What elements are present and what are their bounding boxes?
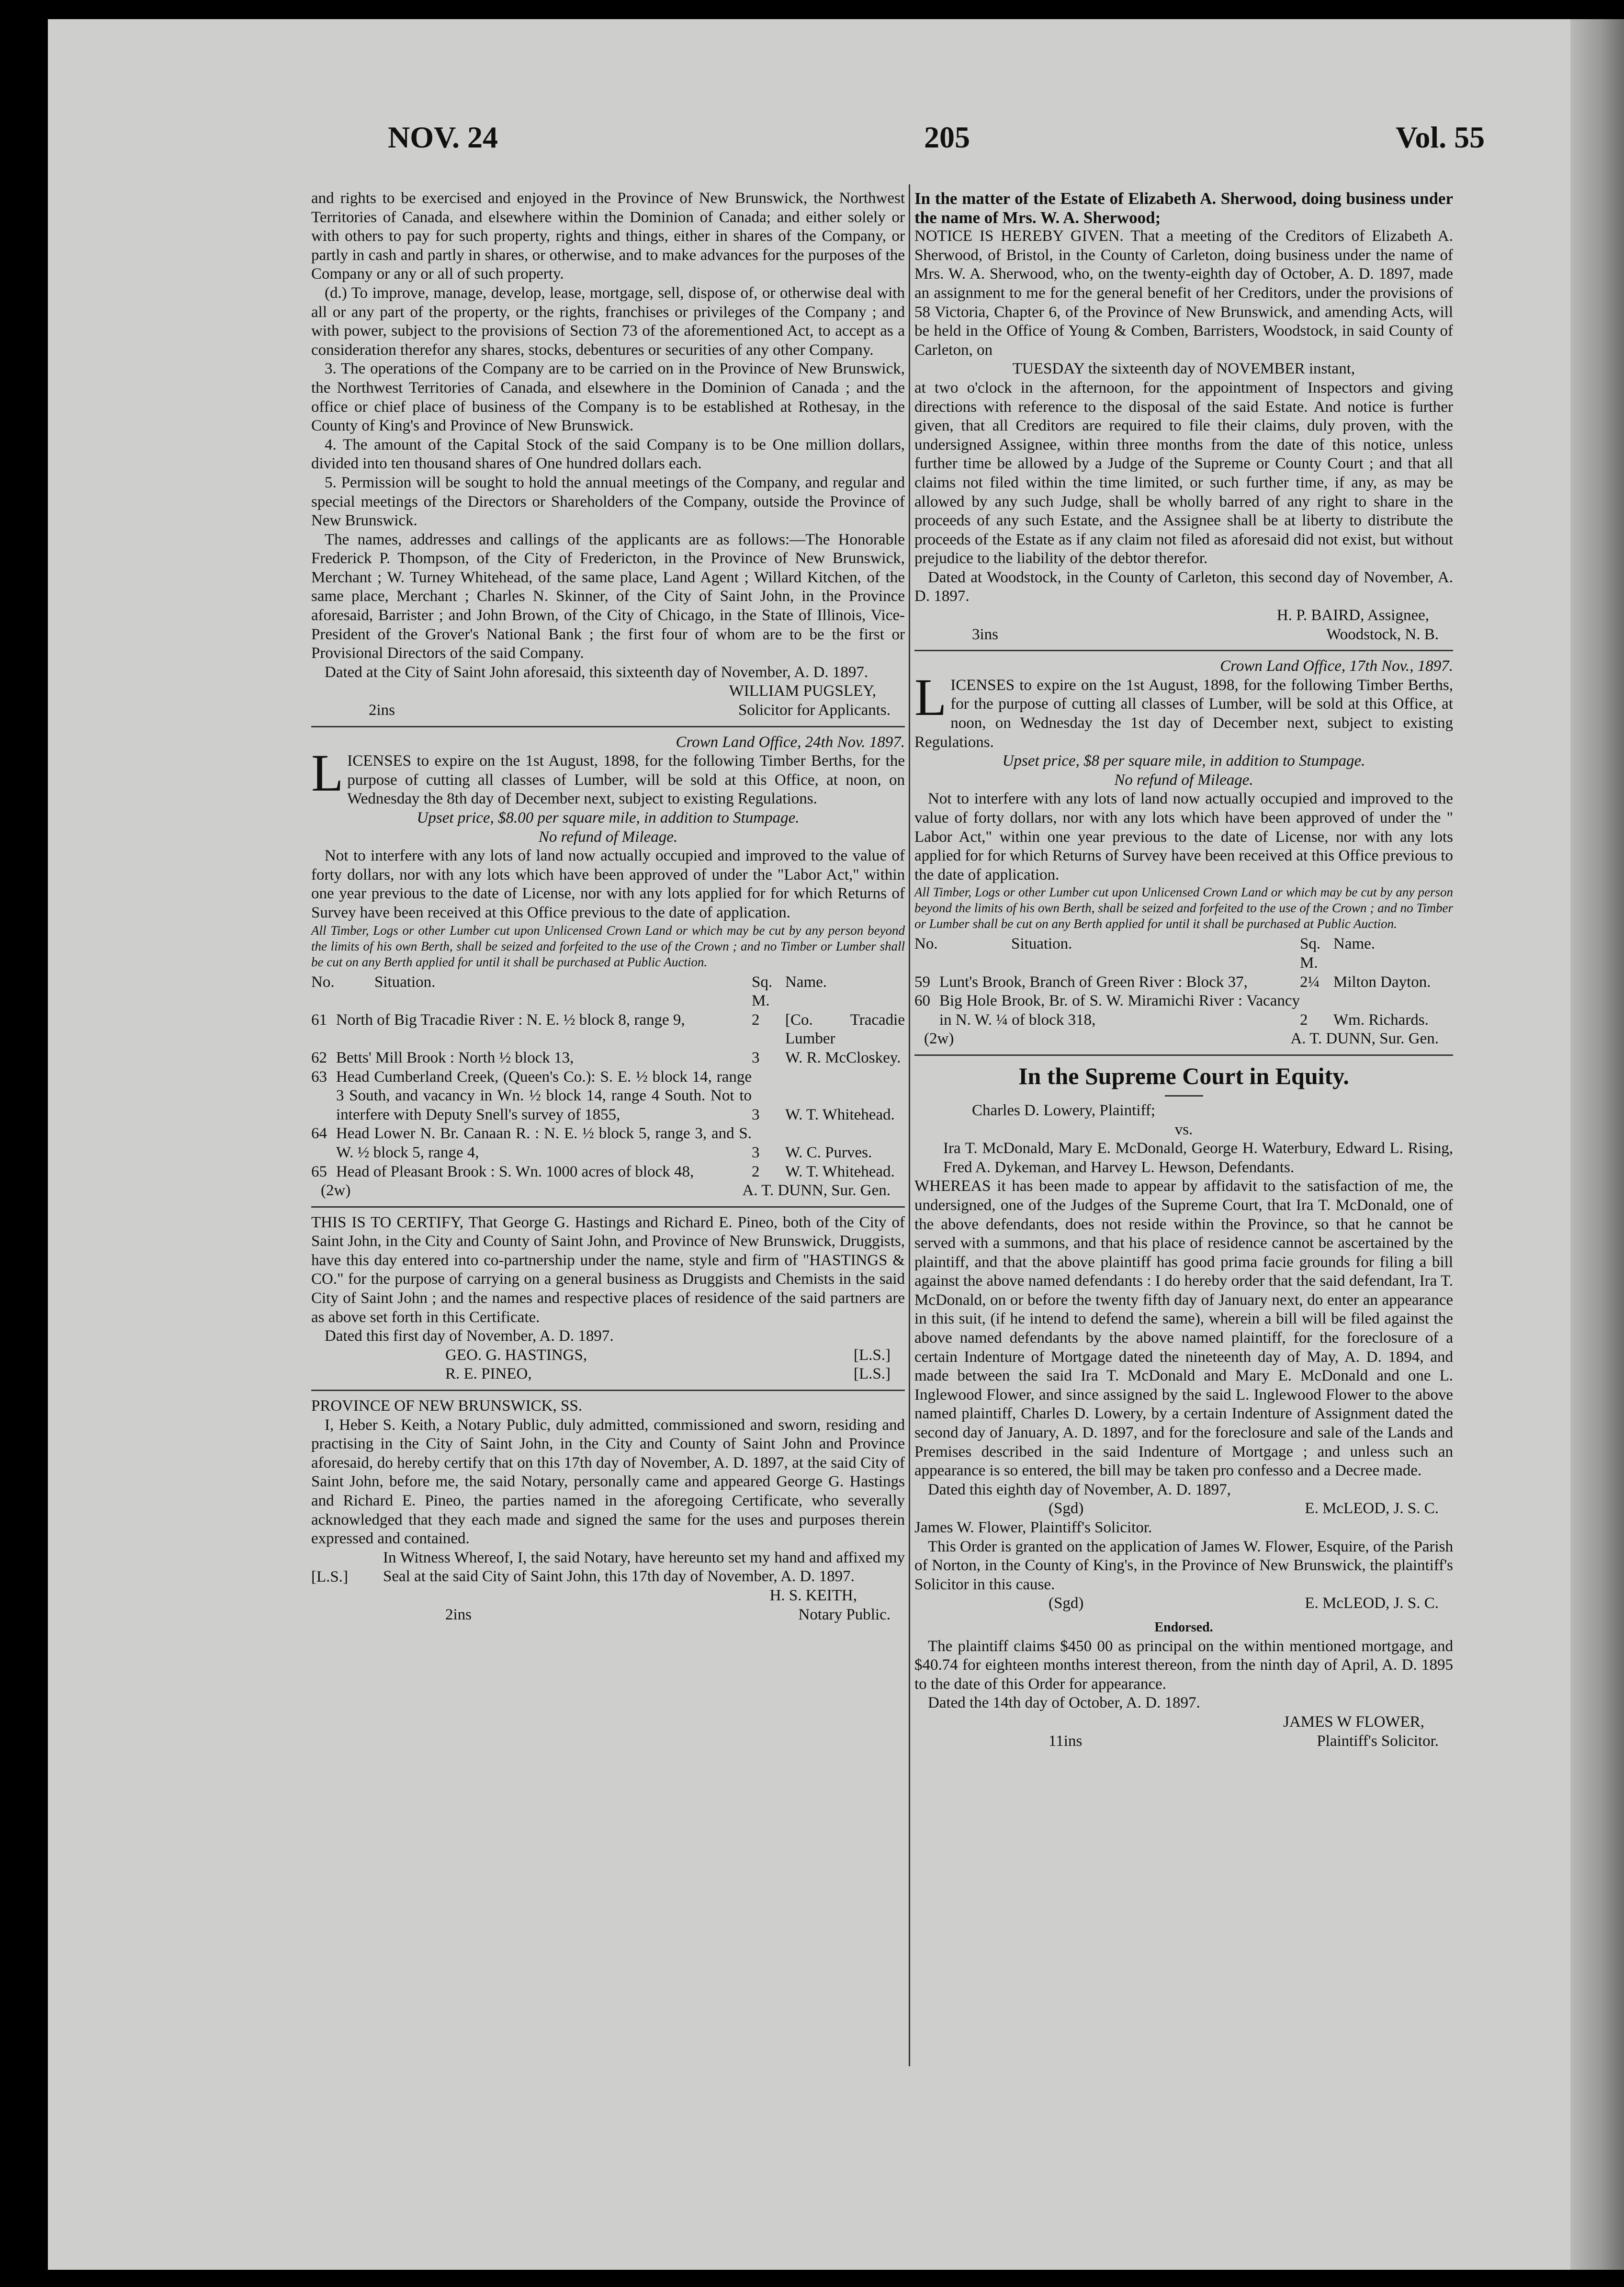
certificate-paragraph: THIS IS TO CERTIFY, That George G. Hastings and Richard E. Pineo, both of the City of Saint John, in the City and County of Saint John, and Province of New Brunswick, Druggists, have this day entered into co-partnership under the name, style and firm of "HASTINGS & CO." for the purpose of carrying on a general business as Druggists and Chemists in the said City of Saint John ; and the names and respective places of residence of the said partners are as above set forth in this Certificate. bbox=[311, 1213, 905, 1326]
row-square-miles: 2 bbox=[1300, 1011, 1308, 1029]
row-square-miles: 3 bbox=[752, 1144, 760, 1161]
court-claim-dated: Dated the 14th day of October, A. D. 1897. bbox=[928, 1694, 1200, 1712]
crown-timber-note: All Timber, Logs or other Lumber cut upon Unlicensed Crown Land or which may be cut by any person beyond the limits of his own Berth, shall be seized and forfeited to the use of the Crown ; and no Timber or Lumber shall be cut on any Berth applied for until it shall be purchased at Public Auction. bbox=[914, 885, 1453, 931]
crown-licenses-paragraph: LICENSES to expire on the 1st August, 1898, for the following Timber Berths, for the purpose of cutting all classes of Lumber, will be sold at this Office, at noon, on Wednesday the 1st day of December next, subject to existing Regulations. bbox=[914, 668, 1453, 751]
company-signer-title: Solicitor for Applicants. bbox=[738, 702, 891, 719]
insertion-count: 3ins bbox=[972, 625, 999, 643]
court-solicitor: James W. Flower, Plaintiff's Solicitor. bbox=[914, 1519, 1152, 1536]
row-square-miles: 2 bbox=[752, 1011, 760, 1029]
table-row bbox=[311, 1049, 905, 1068]
left-column bbox=[311, 189, 905, 1625]
row-number: 60 bbox=[914, 992, 930, 1010]
crown-timber-note: All Timber, Logs or other Lumber cut upon Unlicensed Crown Land or which may be cut by any person beyond the limits of his own Berth, shall be seized and forfeited to the use of the Crown ; and no Timber or Lumber shall be cut on any Berth applied for until it shall be purchased at Public Auction. bbox=[311, 923, 905, 969]
crown-dateline: Crown Land Office, 17th Nov., 1897. bbox=[1220, 657, 1453, 675]
estate-paragraph: at two o'clock in the afternoon, for the appointment of Inspectors and giving directions with reference to the disposal of the said Estate. And notice is further given, that all Creditors are required to file their claims, duly proven, with the undersigned Assignee, within three months from the date of this notice, unless further time be allowed by a Judge of the Supreme or County Court ; and that all claims not filed within the time limited, or such further time, if any, as may be allowed by any such Judge, shall be wholly barred of any right to share in the proceeds of any such Estate, and the Assignee shall be at liberty to distribute the proceeds of the Estate as if any claim not filed as aforesaid did not exist, but without prejudice to the liability of the debtor therefor. bbox=[914, 379, 1453, 567]
row-situation: Head Cumberland Creek, (Queen's Co.): S. E. ½ block 14, range 3 South, and vacancy in Wn. ½ block 14, range 4 South. Not to interfere with Deputy Snell's survey of 1855, bbox=[336, 1068, 752, 1123]
crown-signer: A. T. DUNN, Sur. Gen. bbox=[742, 1182, 891, 1200]
estate-dated: Dated at Woodstock, in the County of Carleton, this second day of November, A. D. 1897. bbox=[914, 568, 1453, 605]
court-order-paragraph: WHEREAS it has been made to appear by affidavit to the satisfaction of me, the undersigned, one of the Judges of the Supreme Court, that Ira T. McDonald, one of the above defendants, does not reside within the Province, so that he cannot be served with a summons, and that his place of residence cannot be ascertained by the plaintiff, and that the above plaintiff has good prima facie grounds for filing a bill against the above named defendants : I do hereby order that the said defendant, Ira T. McDonald, on or before the twenty fifth day of January next, do enter an appearance in this suit, (if he intend to defend the same), wherein a bill will be filed against the above named defendants by the above named plaintiff, for the foreclosure of a certain Indenture of Mortgage dated the nineteenth day of May, A. D. 1894, and made between the said Ira T. McDonald and Mary E. McDonald and one L. Inglewood Flower, and since assigned by the said L. Inglewood Flower to the above named plaintiff, Charles D. Lowery, by a certain Indenture of Assignment dated the second day of January, A. D. 1897, and for the foreclosure and sale of the Lands and Premises described in the said Indenture of Mortgage ; and unless such an appearance is so entered, the bill may be taken pro confesso and a Decree made. bbox=[914, 1177, 1453, 1480]
row-situation: Betts' Mill Brook : North ½ block 13, bbox=[336, 1049, 574, 1066]
row-number: 62 bbox=[311, 1049, 327, 1066]
insertion-count: 11ins bbox=[1049, 1732, 1083, 1750]
crown-dateline: Crown Land Office, 24th Nov. 1897. bbox=[676, 733, 905, 751]
table-row bbox=[311, 1011, 905, 1049]
berth-table bbox=[311, 970, 905, 1182]
estate-title: In the matter of the Estate of Elizabeth A. Sherwood, doing business under the name of Mrs. W. A. Sherwood; bbox=[914, 189, 1453, 227]
signed-mark: (Sgd) bbox=[1049, 1500, 1084, 1517]
row-number: 65 bbox=[311, 1163, 327, 1180]
row-name: Wm. Richards. bbox=[1333, 1011, 1429, 1029]
company-paragraph: (d.) To improve, manage, develop, lease, mortgage, sell, dispose of, or otherwise deal with all or any part of the property, or the rights, franchises or privileges of the Company ; and with power, subject to the provisions of Section 73 of the aforementioned Act, to accept as a consideration therefor any shares, stocks, debentures or securities of any other Company. bbox=[311, 284, 905, 359]
estate-notice bbox=[914, 189, 1453, 644]
column-header: Sq. M. bbox=[752, 973, 773, 1010]
column-header: No. bbox=[311, 973, 335, 991]
row-situation: Head Lower N. Br. Canaan R. : N. E. ½ block 5, range 3, and S. W. ½ block 5, range 4, bbox=[336, 1125, 752, 1161]
table-row bbox=[311, 1124, 905, 1162]
copartnership-certificate bbox=[311, 1213, 905, 1384]
company-signer: WILLIAM PUGSLEY, bbox=[729, 682, 876, 700]
section-rule bbox=[311, 1390, 905, 1391]
row-number: 64 bbox=[311, 1125, 327, 1143]
section-rule bbox=[311, 1206, 905, 1208]
row-square-miles: 2¼ bbox=[1300, 973, 1320, 991]
insertion-count: (2w) bbox=[321, 1182, 351, 1200]
court-signer-title: Plaintiff's Solicitor. bbox=[1317, 1732, 1439, 1750]
section-rule bbox=[914, 650, 1453, 651]
company-paragraph: 4. The amount of the Capital Stock of the said Company is to be One million dollars, divided into ten thousand shares of One hundred dollars each. bbox=[311, 436, 905, 473]
seal-mark: [L.S.] bbox=[854, 1346, 891, 1364]
table-row bbox=[914, 973, 1453, 992]
court-signer: JAMES W FLOWER, bbox=[1283, 1713, 1424, 1731]
header-page-number: 205 bbox=[924, 120, 970, 154]
row-number: 61 bbox=[311, 1011, 327, 1029]
column-header: Situation. bbox=[1011, 935, 1072, 953]
table-row bbox=[311, 1163, 905, 1182]
crown-licenses-paragraph: LICENSES to expire on the 1st August, 1898, for the following Timber Berths, for the purpose of cutting all classes of Lumber, will be sold at this Office, at noon, on Wednesday the 8th day of December next, subject to existing Regulations. bbox=[311, 744, 905, 808]
equity-court-notice bbox=[914, 1062, 1453, 1751]
row-name: [Co. Tracadie Lumber bbox=[785, 1011, 905, 1048]
row-number: 63 bbox=[311, 1068, 327, 1086]
notary-witness: In Witness Whereof, I, the said Notary, have hereunto set my hand and affixed my Seal at the said City of Saint John, this 17th day of November, A. D. 1897. bbox=[383, 1549, 905, 1585]
company-notice bbox=[311, 189, 905, 720]
certificate-dated: Dated this first day of November, A. D. 1897. bbox=[325, 1327, 614, 1345]
berth-table bbox=[914, 932, 1453, 1030]
estate-meeting-day: TUESDAY the sixteenth day of NOVEMBER instant, bbox=[1012, 360, 1355, 378]
court-order-granted: This Order is granted on the application of James W. Flower, Esquire, of the Parish of Norton, in the County of King's, in the Province of New Brunswick, the plaintiff's Solicitor in this cause. bbox=[914, 1538, 1453, 1593]
crown-interfere-paragraph: Not to interfere with any lots of land now actually occupied and improved to the value of forty dollars, nor with any lots which have been approved of under the " Labor Act," within one year previous to the date of License, nor with any lots applied for for which Returns of Survey have been received at this Office previous to the date of application. bbox=[914, 790, 1453, 883]
crown-land-notice-17nov bbox=[914, 657, 1453, 1049]
company-paragraph: and rights to be exercised and enjoyed in the Province of New Brunswick, the Northwest Territories of Canada, and elsewhere within the Dominion of Canada; and either solely or with others to pay for such property, rights and things, either in shares of the Company, or partly in cash and partly in shares, or otherwise, and to make advances for the purposes of the Company or any or all of such property. bbox=[311, 190, 905, 283]
estate-signer-place: Woodstock, N. B. bbox=[1326, 625, 1439, 643]
column-header: Name. bbox=[785, 973, 827, 991]
company-paragraph: 5. Permission will be sought to hold the annual meetings of the Company, and regular and special meetings of the Directors or Shareholders of the Company, outside the Province of New Brunswick. bbox=[311, 474, 905, 530]
page-binding-edge bbox=[1570, 19, 1624, 2270]
row-situation: Head of Pleasant Brook : S. Wn. 1000 acres of block 48, bbox=[336, 1163, 694, 1180]
certificate-signer: GEO. G. HASTINGS, bbox=[445, 1346, 587, 1364]
row-name: Milton Dayton. bbox=[1333, 973, 1431, 991]
column-header: No. bbox=[914, 935, 938, 953]
row-name: W. C. Purves. bbox=[785, 1144, 872, 1161]
company-paragraph: 3. The operations of the Company are to be carried on in the Province of New Brunswick, the Northwest Territories of Canada, and elsewhere in the Dominion of Canada ; and the office or chief place of business of the Company is to be established at Rothesay, in the County of King's and Province of New Brunswick. bbox=[311, 360, 905, 435]
row-number: 59 bbox=[914, 973, 930, 991]
right-column bbox=[914, 189, 1453, 1751]
notary-certificate bbox=[311, 1397, 905, 1625]
notary-paragraph: I, Heber S. Keith, a Notary Public, duly admitted, commissioned and sworn, residing and practising in the City of Saint John, in the City and County of Saint John and Province aforesaid, do hereby certify that on this 17th day of November, A. D. 1897, at the said City of Saint John, before me, the said Notary, personally came and appeared George G. Hastings and Richard E. Pineo, the parties named in the aforegoing Certificate, who severally acknowledged that they each made and signed the same for the uses and purposes therein expressed and contained. bbox=[311, 1416, 905, 1548]
court-dated: Dated this eighth day of November, A. D. 1897, bbox=[928, 1481, 1231, 1498]
row-square-miles: 2 bbox=[752, 1163, 760, 1180]
insertion-count: (2w) bbox=[924, 1030, 954, 1048]
column-header: Sq. M. bbox=[1300, 935, 1321, 972]
table-row bbox=[914, 992, 1453, 1030]
court-claim-paragraph: The plaintiff claims $450 00 as principal on the within mentioned mortgage, and $40.74 for eighteen months interest thereon, from the ninth day of April, A. D. 1895 to the date of this Order for appearance. bbox=[914, 1637, 1453, 1693]
certificate-signer: R. E. PINEO, bbox=[445, 1365, 532, 1383]
crown-land-notice-24nov bbox=[311, 733, 905, 1200]
header-volume: Vol. 55 bbox=[1396, 120, 1485, 154]
row-name: W. T. Whitehead. bbox=[785, 1106, 895, 1123]
short-rule bbox=[1165, 1095, 1203, 1097]
endorsed-heading: Endorsed. bbox=[1154, 1619, 1213, 1635]
judge-signature: E. McLEOD, J. S. C. bbox=[1305, 1500, 1439, 1517]
column-header: Name. bbox=[1333, 935, 1376, 953]
crown-signer: A. T. DUNN, Sur. Gen. bbox=[1290, 1030, 1439, 1048]
notary-signer: H. S. KEITH, bbox=[769, 1587, 857, 1605]
estate-signer: H. P. BAIRD, Assignee, bbox=[1276, 607, 1429, 624]
column-divider bbox=[909, 184, 910, 2066]
row-situation: North of Big Tracadie River : N. E. ½ block 8, range 9, bbox=[336, 1011, 685, 1029]
row-name: W. R. McCloskey. bbox=[785, 1049, 901, 1066]
company-paragraph: The names, addresses and callings of the applicants are as follows:—The Honorable Frederick P. Thompson, of the City of Fredericton, in the Province of New Brunswick, Merchant ; W. Turney Whitehead, of the same place, Land Agent ; Willard Kitchen, of the same place, Merchant ; Charles N. Skinner, of the City of Saint John, in the Province aforesaid, Barrister ; and John Brown, of the City of Chicago, in the State of Illinois, Vice-President of the Grover's National Bank ; the first four of whom are to be the first or Provisional Directors of the said Company. bbox=[311, 531, 905, 662]
row-square-miles: 3 bbox=[752, 1106, 760, 1123]
section-rule bbox=[311, 726, 905, 727]
row-situation: Lunt's Brook, Branch of Green River : Block 37, bbox=[939, 973, 1248, 991]
company-dated: Dated at the City of Saint John aforesaid, this sixteenth day of November, A. D. 1897. bbox=[325, 663, 868, 681]
header-date: NOV. 24 bbox=[388, 120, 498, 154]
insertion-count: 2ins bbox=[369, 702, 395, 719]
crown-no-refund: No refund of Mileage. bbox=[1114, 771, 1253, 789]
row-name: W. T. Whitehead. bbox=[785, 1163, 895, 1180]
seal-mark: [L.S.] bbox=[311, 1568, 348, 1585]
court-title: In the Supreme Court in Equity. bbox=[1018, 1062, 1349, 1089]
seal-mark: [L.S.] bbox=[854, 1365, 891, 1383]
court-defendants: Ira T. McDonald, Mary E. McDonald, George H. Waterbury, Edward L. Rising, Fred A. Dykeman, and Harvey L. Hewson, Defendants. bbox=[943, 1140, 1453, 1176]
notary-signer-title: Notary Public. bbox=[798, 1606, 891, 1623]
notary-title: PROVINCE OF NEW BRUNSWICK, SS. bbox=[311, 1397, 582, 1415]
column-header: Situation. bbox=[374, 973, 436, 991]
row-square-miles: 3 bbox=[752, 1049, 760, 1066]
insertion-count: 2ins bbox=[445, 1606, 472, 1623]
crown-interfere-paragraph: Not to interfere with any lots of land now actually occupied and improved to the value of forty dollars, nor with any lots which have been approved of under the "Labor Act," within one year previous to the date of License, nor with any lots applied for for which Returns of Survey have been received at this Office previous to the date of application. bbox=[311, 847, 905, 921]
estate-paragraph: NOTICE IS HEREBY GIVEN. That a meeting of the Creditors of Elizabeth A. Sherwood, of Bristol, in the County of Carleton, doing business under the name of Mrs. W. A. Sherwood, who, on the twenty-eighth day of October, A. D. 1897, made an assignment to me for the general benefit of her Creditors, under the provisions of 58 Victoria, Chapter 6, of the Province of New Brunswick, and amending Acts, will be held in the Office of Young & Comben, Barristers, Woodstock, in said County of Carleton, on bbox=[914, 227, 1453, 359]
crown-no-refund: No refund of Mileage. bbox=[538, 828, 678, 846]
crown-upset-price: Upset price, $8.00 per square mile, in addition to Stumpage. bbox=[417, 809, 800, 826]
court-plaintiff: Charles D. Lowery, Plaintiff; bbox=[972, 1101, 1156, 1119]
row-situation: Big Hole Brook, Br. of S. W. Miramichi River : Vacancy in N. W. ¼ of block 318, bbox=[939, 992, 1300, 1029]
section-rule bbox=[914, 1054, 1453, 1056]
table-row bbox=[311, 1068, 905, 1125]
judge-signature: E. McLEOD, J. S. C. bbox=[1305, 1595, 1439, 1612]
crown-upset-price: Upset price, $8 per square mile, in addition to Stumpage. bbox=[1002, 752, 1365, 770]
court-versus: vs. bbox=[1174, 1121, 1193, 1138]
signed-mark: (Sgd) bbox=[1049, 1595, 1084, 1612]
